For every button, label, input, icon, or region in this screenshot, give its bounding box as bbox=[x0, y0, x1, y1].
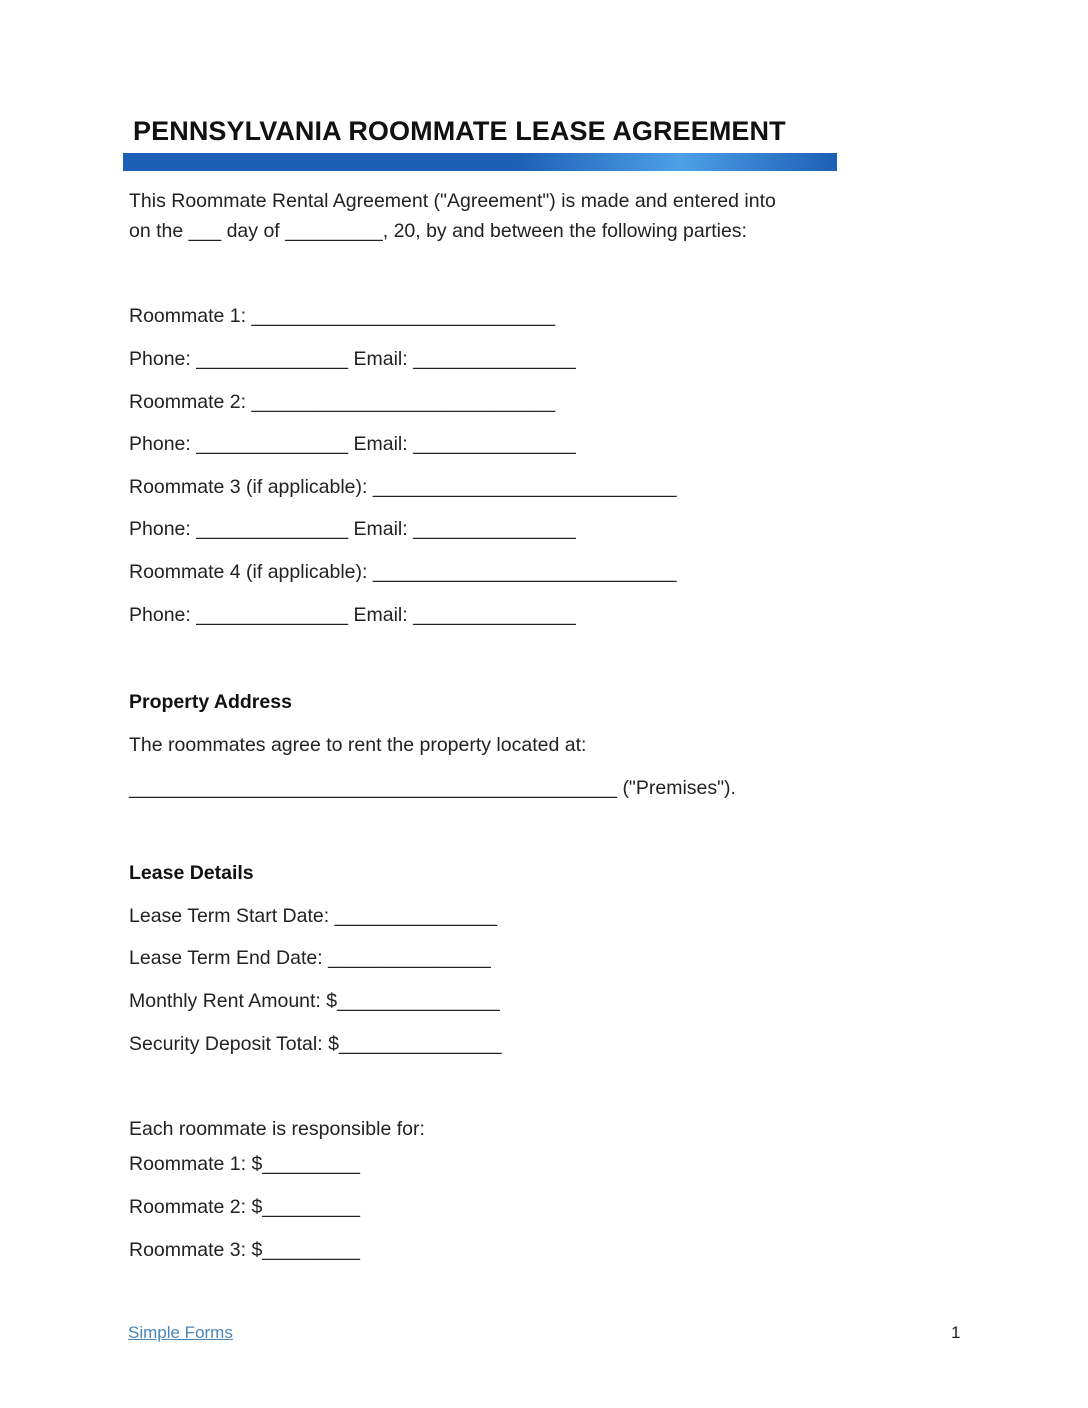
roommate-3-contact-field: Phone: ______________ Email: _______________ bbox=[129, 518, 576, 540]
roommate-1-share-field: Roommate 1: $_________ bbox=[129, 1153, 360, 1175]
roommate-1-name-field: Roommate 1: ____________________________ bbox=[129, 305, 556, 327]
roommate-4-name-field: Roommate 4 (if applicable): ____________________________ bbox=[129, 561, 677, 583]
property-address-text: The roommates agree to rent the property located at: bbox=[129, 734, 587, 756]
simple-forms-link[interactable]: Simple Forms bbox=[128, 1323, 233, 1342]
roommate-4-contact-field: Phone: ______________ Email: _______________ bbox=[129, 604, 576, 626]
title-underline-bar bbox=[123, 153, 837, 171]
roommate-3-share-field: Roommate 3: $_________ bbox=[129, 1239, 360, 1261]
property-address-field: _____________________________________________ ("Premises"). bbox=[129, 777, 736, 799]
lease-end-date-field: Lease Term End Date: _______________ bbox=[129, 947, 491, 969]
intro-line-2: on the ___ day of _________, 20, by and between the following parties: bbox=[129, 220, 747, 242]
security-deposit-field: Security Deposit Total: $_______________ bbox=[129, 1033, 502, 1055]
roommate-2-name-field: Roommate 2: ____________________________ bbox=[129, 391, 556, 413]
roommate-1-contact-field: Phone: ______________ Email: _______________ bbox=[129, 348, 576, 370]
document-title: PENNSYLVANIA ROOMMATE LEASE AGREEMENT bbox=[133, 116, 786, 146]
page-number: 1 bbox=[951, 1323, 961, 1342]
lease-details-heading: Lease Details bbox=[129, 862, 254, 884]
roommate-2-share-field: Roommate 2: $_________ bbox=[129, 1196, 360, 1218]
roommate-3-name-field: Roommate 3 (if applicable): ____________________________ bbox=[129, 476, 677, 498]
lease-start-date-field: Lease Term Start Date: _______________ bbox=[129, 905, 498, 927]
roommate-2-contact-field: Phone: ______________ Email: _______________ bbox=[129, 433, 576, 455]
intro-line-1: This Roommate Rental Agreement ("Agreement") is made and entered into bbox=[129, 190, 776, 212]
monthly-rent-field: Monthly Rent Amount: $_______________ bbox=[129, 990, 500, 1012]
responsibility-intro: Each roommate is responsible for: bbox=[129, 1118, 425, 1140]
property-address-heading: Property Address bbox=[129, 691, 292, 713]
